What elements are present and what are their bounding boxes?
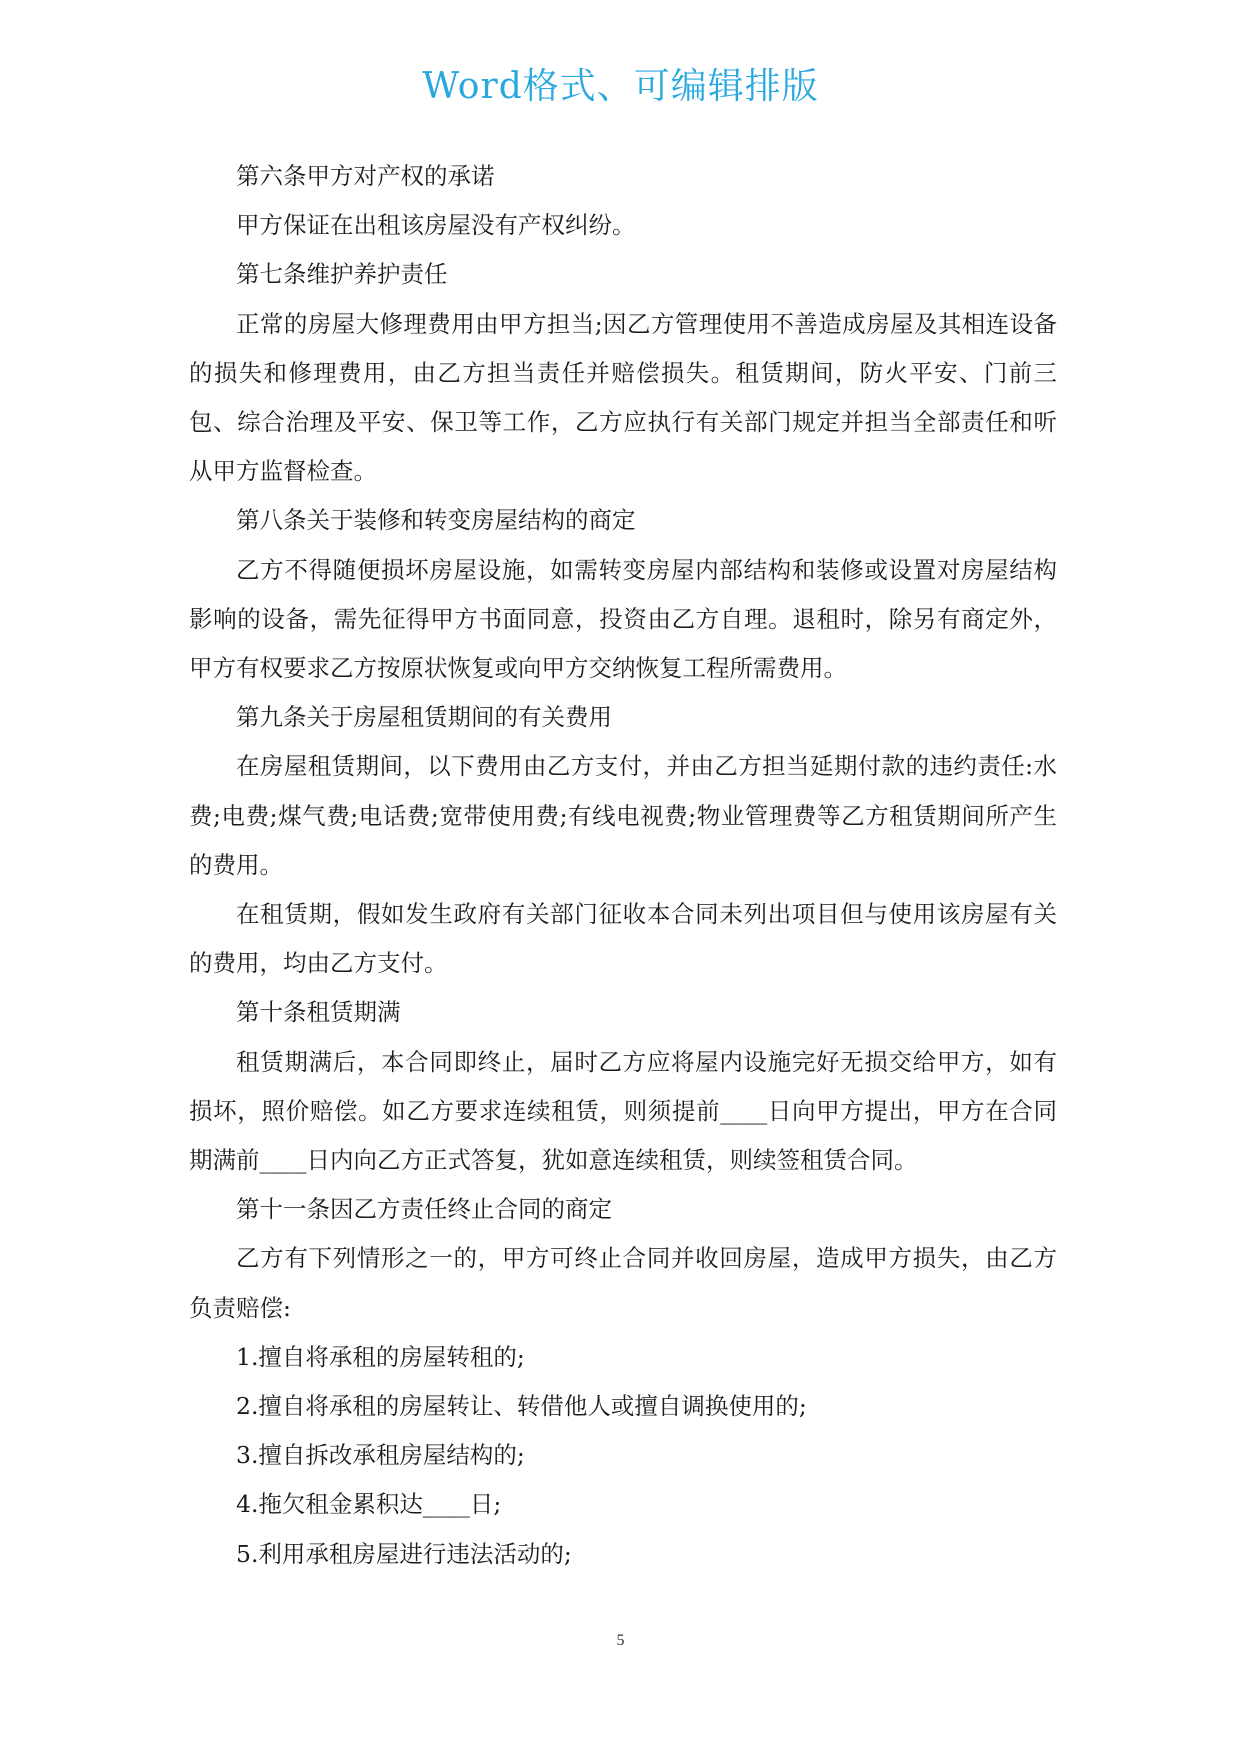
paragraph-article-6-heading: 第六条甲方对产权的承诺 bbox=[236, 162, 495, 190]
paragraph: 甲方保证在出租该房屋没有产权纠纷。 bbox=[236, 211, 636, 240]
paragraph-article-7-heading: 第七条维护养护责任 bbox=[236, 260, 448, 289]
list-item: 1.擅自将承租的房屋转租的; bbox=[236, 1342, 525, 1371]
paragraph-article-11-heading: 第十一条因乙方责任终止合同的商定 bbox=[236, 1195, 612, 1224]
paragraph-article-10-heading: 第十条租赁期满 bbox=[236, 998, 401, 1027]
paragraph-article-8-heading: 第八条关于装修和转变房屋结构的商定 bbox=[236, 506, 636, 535]
paragraph: 正常的房屋大修理费用由甲方担当;因乙方管理使用不善造成房屋及其相连设备的损失和修理费用，由乙方担当责任并赔偿损失。租赁期间，防火平安、门前三包、综合治理及平安、保卫等工作，乙方应执行有关部门规定并担当全部责任和听从甲方监督检查。 bbox=[189, 309, 1057, 486]
paragraph: 在房屋租赁期间，以下费用由乙方支付，并由乙方担当延期付款的违约责任:水费;电费;煤气费;电话费;宽带使用费;有线电视费;物业管理费等乙方租赁期间所产生的费用。 bbox=[189, 752, 1057, 879]
paragraph-article-9-heading: 第九条关于房屋租赁期间的有关费用 bbox=[236, 703, 612, 732]
paragraph: 租赁期满后，本合同即终止，届时乙方应将屋内设施完好无损交给甲方，如有损坏，照价赔偿。如乙方要求连续租赁，则须提前____日向甲方提出，甲方在合同期满前____日内向乙方正式答复，犹如意连续租赁，则续签租赁合同。 bbox=[189, 1047, 1057, 1175]
document-body bbox=[189, 152, 1057, 1579]
list-item: 5.利用承租房屋进行违法活动的; bbox=[236, 1539, 572, 1568]
list-item: 2.擅自将承租的房屋转让、转借他人或擅自调换使用的; bbox=[236, 1392, 807, 1421]
list-item: 4.拖欠租金累积达____日; bbox=[236, 1490, 502, 1519]
page-number: 5 bbox=[616, 1632, 625, 1649]
paragraph: 乙方有下列情形之一的，甲方可终止合同并收回房屋，造成甲方损失，由乙方负责赔偿: bbox=[189, 1244, 1057, 1322]
list-item: 3.擅自拆改承租房屋结构的; bbox=[236, 1441, 525, 1470]
paragraph: 乙方不得随便损坏房屋设施，如需转变房屋内部结构和装修或设置对房屋结构影响的设备，需先征得甲方书面同意，投资由乙方自理。退租时，除另有商定外，甲方有权要求乙方按原状恢复或向甲方交纳恢复工程所需费用。 bbox=[189, 555, 1057, 683]
page-header-title: Word格式、可编辑排版 bbox=[422, 66, 819, 107]
paragraph: 在租赁期，假如发生政府有关部门征收本合同未列出项目但与使用该房屋有关的费用，均由乙方支付。 bbox=[189, 900, 1057, 978]
